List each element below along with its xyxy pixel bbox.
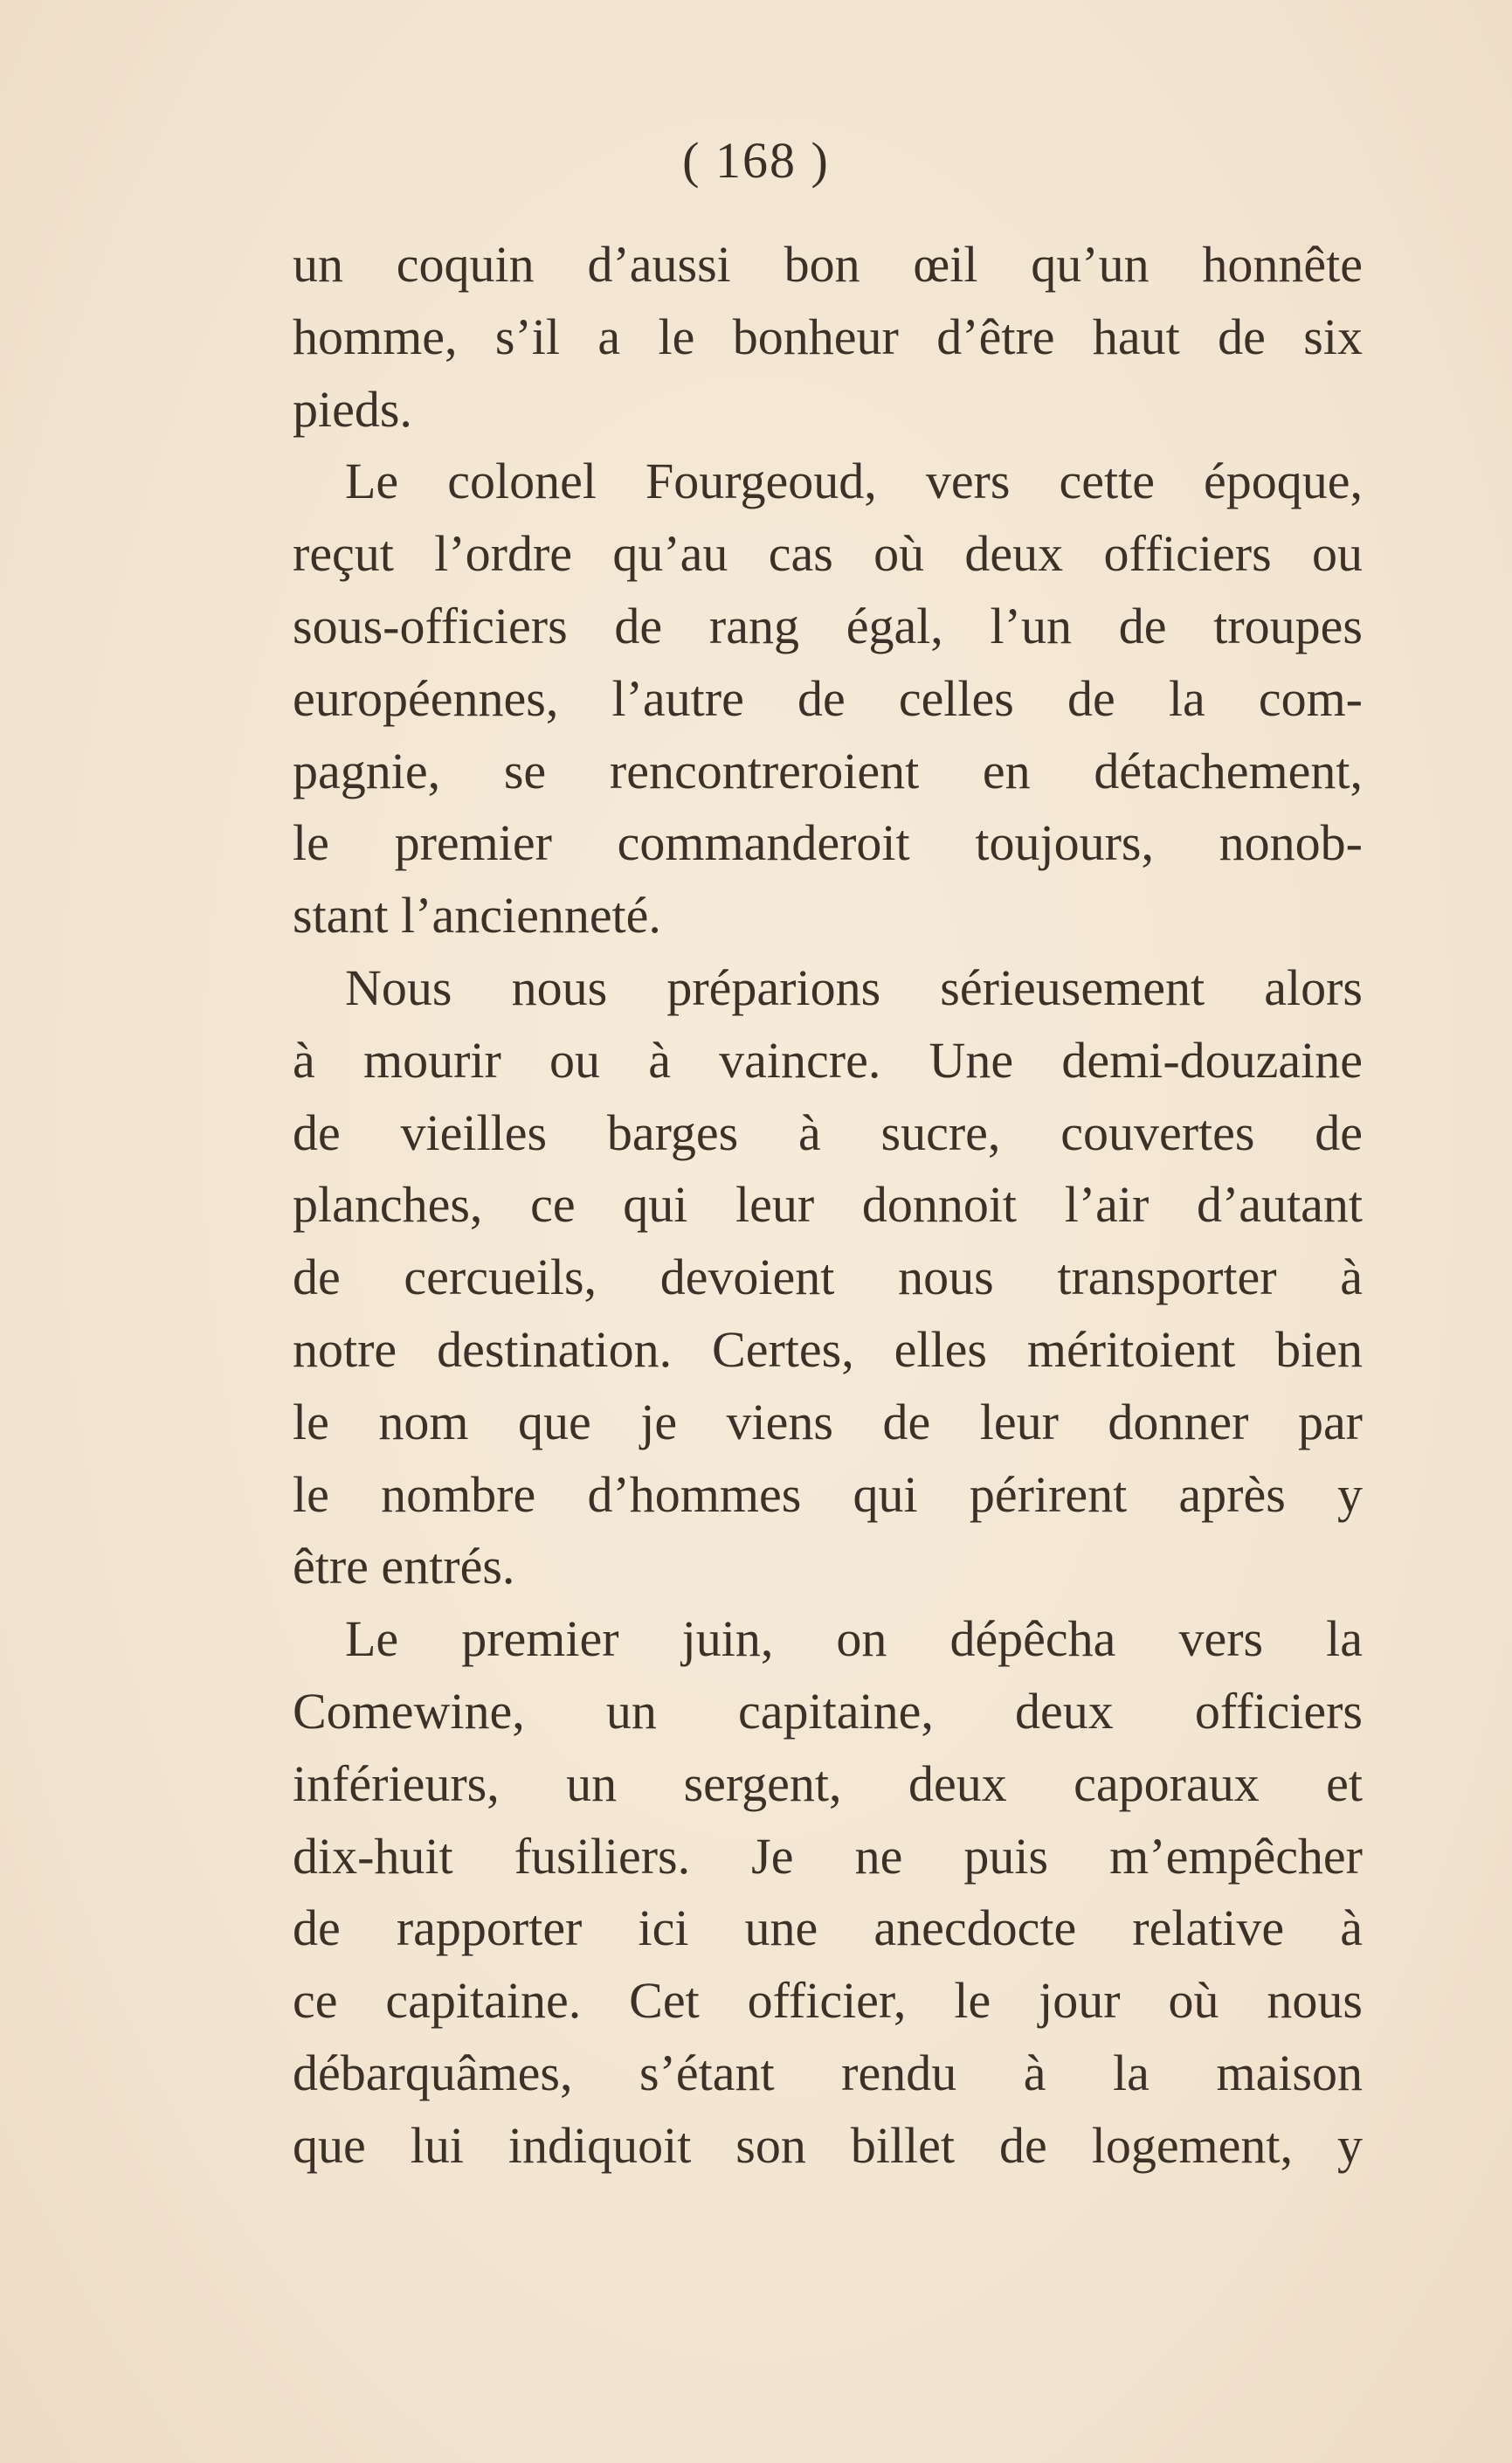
text-line: inférieurs, un sergent, deux caporaux et — [293, 1754, 1363, 1812]
text-line: à mourir ou à vaincre. Une demi-douzaine — [293, 1031, 1363, 1089]
text-line: reçut l’ordre qu’au cas où deux officiers ou — [293, 525, 1363, 583]
text-line: Comewine, un capitaine, deux officiers — [293, 1682, 1363, 1740]
text-line: notre destination. Certes, elles méritoient bien — [293, 1320, 1363, 1378]
text-line: de cercueils, devoient nous transporter à — [293, 1249, 1363, 1306]
text-line: le nom que je viens de leur donner par — [293, 1393, 1363, 1450]
text-line: un coquin d’aussi bon œil qu’un honnête — [293, 236, 1363, 293]
text-line: le premier commanderoit toujours, nonob- — [293, 814, 1363, 872]
text-line: pieds. — [293, 380, 412, 438]
text-line: de vieilles barges à sucre, couvertes de — [293, 1104, 1363, 1161]
text-line: le nombre d’hommes qui périrent après y — [293, 1465, 1363, 1523]
text-line: débarquâmes, s’étant rendu à la maison — [293, 2044, 1363, 2101]
text-line: sous-officiers de rang égal, l’un de troupes — [293, 597, 1363, 654]
text-line: stant l’ancienneté. — [293, 887, 661, 944]
text-line: dix-huit fusiliers. Je ne puis m’empêcher — [293, 1827, 1363, 1885]
text-line: ce capitaine. Cet officier, le jour où nous — [293, 1972, 1363, 2030]
text-line: Nous nous préparions sérieusement alors — [345, 958, 1363, 1016]
text-line: de rapporter ici une anecdocte relative à — [293, 1899, 1363, 1957]
body-text — [293, 229, 1363, 2183]
text-line: pagnie, se rencontreroient en détachement, — [293, 742, 1363, 799]
page-number: ( 168 ) — [682, 132, 830, 189]
text-line: que lui indiquoit son billet de logement, y — [293, 2116, 1363, 2174]
text-line: homme, s’il a le bonheur d’être haut de six — [293, 308, 1363, 365]
text-line: planches, ce qui leur donnoit l’air d’autant — [293, 1176, 1363, 1234]
text-line: européennes, l’autre de celles de la com- — [293, 669, 1363, 727]
text-line: être entrés. — [293, 1538, 515, 1595]
text-line: Le colonel Fourgeoud, vers cette époque, — [345, 453, 1363, 510]
text-line: Le premier juin, on dépêcha vers la — [345, 1610, 1363, 1668]
